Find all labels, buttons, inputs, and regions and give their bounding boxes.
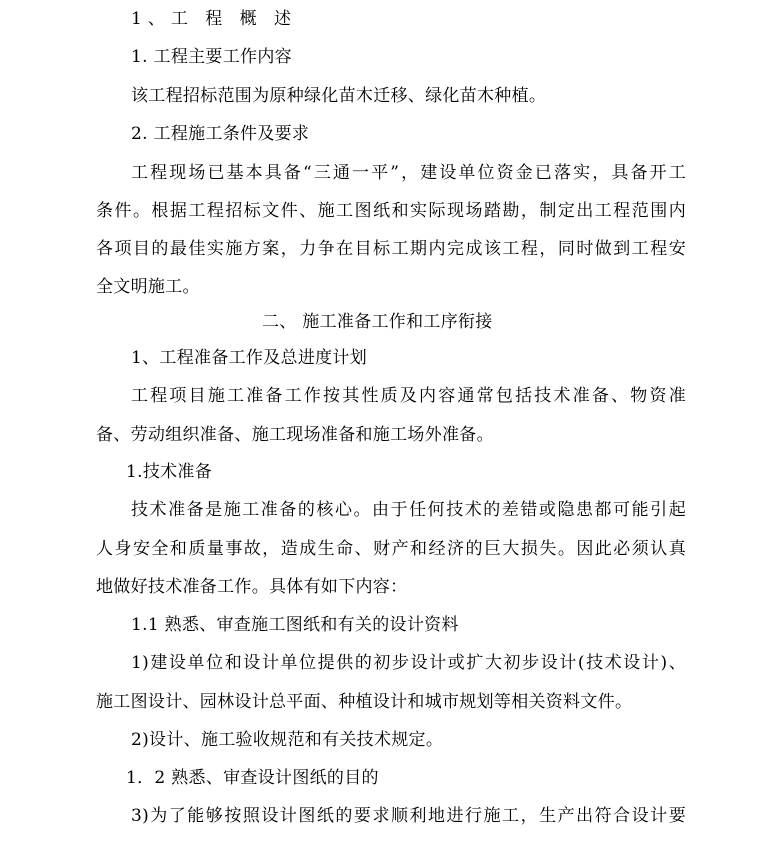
paragraph-conditions-line-3: 各项目的最佳实施方案，力争在目标工期内完成该工程，同时做到工程安 <box>96 239 686 259</box>
subheading-conditions: 2. 工程施工条件及要求 <box>131 124 310 144</box>
subheading-review-drawings: 1.1 熟悉、审查施工图纸和有关的设计资料 <box>131 615 459 635</box>
subheading-review-purpose: 1．2 熟悉、审查设计图纸的目的 <box>126 768 379 788</box>
list-item-design-documents-line-1: 1)建设单位和设计单位提供的初步设计或扩大初步设计(技术设计)、 <box>131 653 686 673</box>
subheading-main-work: 1. 工程主要工作内容 <box>131 47 292 67</box>
list-item-design-documents-line-2: 施工图设计、园林设计总平面、种植设计和城市规划等相关资料文件。 <box>96 692 633 712</box>
list-item-acceptance-standards: 2)设计、施工验收规范和有关技术规定。 <box>131 730 444 750</box>
paragraph-technical-line-1: 技术准备是施工准备的核心。由于任何技术的差错或隐患都可能引起 <box>131 500 686 520</box>
subheading-preparation-schedule: 1、工程准备工作及总进度计划 <box>131 348 368 368</box>
section-title-preparation: 二、 施工准备工作和工序衔接 <box>262 312 493 332</box>
heading-project-overview: 1、工 程 概 述 <box>131 9 298 29</box>
paragraph-conditions-line-2: 条件。根据工程招标文件、施工图纸和实际现场踏勘，制定出工程范围内 <box>96 201 686 221</box>
paragraph-conditions-line-1: 工程现场已基本具备“三通一平”，建设单位资金已落实，具备开工 <box>131 163 686 183</box>
paragraph-bid-scope: 该工程招标范围为原种绿化苗木迁移、绿化苗木种植。 <box>131 86 547 106</box>
paragraph-preparation-line-2: 备、劳动组织准备、施工现场准备和施工场外准备。 <box>96 425 494 445</box>
list-item-construction-purpose: 3)为了能够按照设计图纸的要求顺利地进行施工，生产出符合设计要 <box>131 806 686 826</box>
subheading-technical-preparation: 1.技术准备 <box>126 462 213 482</box>
paragraph-technical-line-2: 人身安全和质量事故，造成生命、财产和经济的巨大损失。因此必须认真 <box>96 539 686 559</box>
paragraph-technical-line-3: 地做好技术准备工作。具体有如下内容： <box>96 577 408 597</box>
paragraph-conditions-line-4: 全文明施工。 <box>96 277 200 297</box>
paragraph-preparation-line-1: 工程项目施工准备工作按其性质及内容通常包括技术准备、物资准 <box>131 386 686 406</box>
